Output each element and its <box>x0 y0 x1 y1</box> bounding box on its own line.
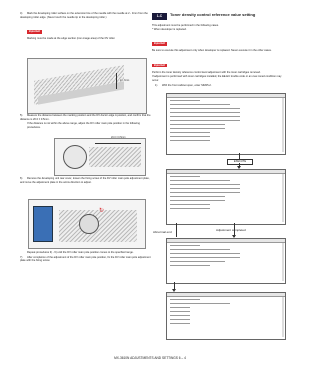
sim-screen-3 <box>166 238 286 284</box>
important-text-2: Perform the toner density reference control level adjustment with the toner cartridges removed. <box>152 70 261 74</box>
step6-repeat: Repeat procedures 3) - 6) until the DV roller main pole position comes to the specified range. <box>27 251 134 254</box>
sim-screen-2 <box>166 169 286 225</box>
abnormal-end-label: Abnormal end <box>153 230 172 234</box>
needle-gap-dimension: 2 – 3mm <box>120 79 130 82</box>
section-title: Toner density control reference value setting <box>170 12 256 17</box>
important-text-1: Be sure to execute this adjustment only when developer is replaced. Never execute it in the other cases. <box>152 49 272 53</box>
figure-needle-marking <box>27 58 147 114</box>
step1-text: 1) With the front cabinet open, enter SIM25-2. <box>155 83 212 87</box>
execute-button[interactable]: EXECUTE <box>227 159 253 165</box>
step6-text: 6) Remove the developing unit rear cover, loosen the fixing screw of the DV roller main pole adjustment plate, and move the adjustment plate in the arrow direction to adjust. <box>20 177 150 184</box>
step5-text2: If the distance is not within the above range, adjust the DV roller main pole position in the following procedures. <box>27 122 140 129</box>
distance-dimension: 20.0 ± 0.5mm <box>111 136 126 139</box>
figure-adjustment-plate <box>28 199 146 249</box>
sim-screen-1 <box>166 93 286 155</box>
step4-note: Marking must be made at the edge section (non-image area) of the DV roller. <box>27 37 116 41</box>
section-number: 1-C <box>152 13 167 20</box>
adjustment-completed-label: Adjustment completed <box>216 228 246 232</box>
right-column <box>152 24 283 87</box>
step5-text: 5) Measure the distance between the marking position and the DV doctor edge A position, and confirm that the distance is 20.0 ± 0.5mm. <box>20 114 151 121</box>
adjust-arrow-icon: ↻ <box>99 208 105 214</box>
rear-cover-illustration <box>33 206 53 242</box>
important-badge-2: Important <box>154 63 166 67</box>
case-text: * When developer is replaced. <box>152 27 187 31</box>
figure-distance-measure <box>54 138 146 176</box>
page-footer: MX-3610N ADJUSTMENTS AND SETTINGS 6 – 4 <box>114 356 186 360</box>
section-header <box>152 13 283 23</box>
important-badge: Important <box>154 42 166 46</box>
sim-screen-4 <box>166 292 286 340</box>
intro-text: This adjustment must be performed in the following cases. <box>152 24 219 27</box>
step7-text: 7) After completion of the adjustment of the DV roller main pole position, fix the DV roller main pole adjustment plate with the fixing screw. <box>20 255 151 263</box>
left-column <box>20 12 151 41</box>
step4-text: 4) Mark the developing roller surface on the extension line of the needle with the needle at 2 - 3mm from the developing roller edge. (Never touch the needle tip to the developing roller.) <box>20 12 148 19</box>
important-text-2b: If adjustment is performed with toner cartridges installed, the EE-EU trouble code or an over-toned condition may occur. <box>152 75 282 82</box>
roller-circle <box>63 145 87 169</box>
adjustment-plate-circle <box>79 214 99 234</box>
important-badge: Important <box>29 30 41 34</box>
